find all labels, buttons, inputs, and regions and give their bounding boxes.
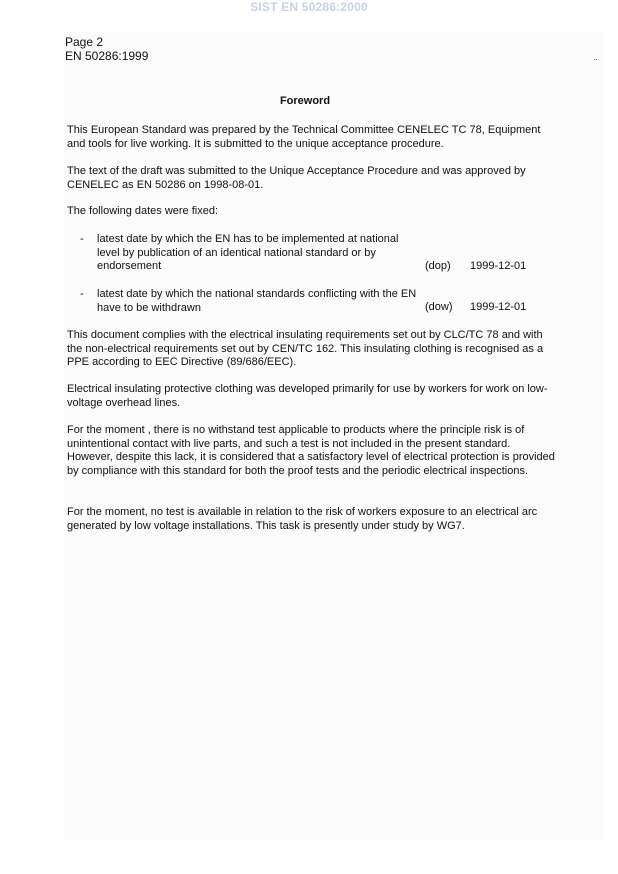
paragraph-1: This European Standard was prepared by the Technical Committee CENELEC TC 78, Equipment and tools for live working. It is submitted to the unique acceptance procedure. (67, 124, 541, 150)
date-value: 1999-12-01 (470, 260, 527, 272)
document-id: EN 50286:1999 (65, 49, 149, 63)
page-number: Page 2 (65, 35, 104, 49)
section-title: Foreword (279, 95, 331, 107)
date-code: (dop) (425, 260, 451, 272)
corner-mark: ¨ (594, 58, 598, 69)
bullet: - (80, 233, 84, 245)
paragraph-5: Electrical insulating protective clothing was developed primarily for use by workers for work on low-voltage overhead lines. (67, 383, 548, 409)
paragraph-2: The text of the draft was submitted to the Unique Acceptance Procedure and was approved by CENELEC as EN 50286 on 1998-08-01. (67, 165, 526, 191)
page-header (65, 35, 148, 63)
date-description: latest date by which the national standards conflicting with the EN have to be withdrawn (97, 288, 417, 314)
date-code: (dow) (425, 301, 453, 313)
watermark: SIST EN 50286:2000 (250, 0, 368, 14)
date-description: latest date by which the EN has to be implemented at national level by publication of an identical national standard or by endorsement (97, 233, 399, 273)
paragraph-6: For the moment , there is no withstand test applicable to products where the principle risk is of unintentional contact with live parts, and such a test is not included in the present standard. However, despite this lack, it is considered that a satisfactory level of electrical protection is provided by compliance with this standard for both the proof tests and the periodic electrical inspections. (67, 424, 555, 477)
paragraph-7: For the moment, no test is available in relation to the risk of workers exposure to an electrical arc generated by low voltage installations. This task is presently under study by WG7. (67, 506, 538, 532)
paragraph-3: The following dates were fixed: (67, 205, 219, 217)
date-value: 1999-12-01 (470, 301, 527, 313)
bullet: - (80, 288, 84, 300)
paragraph-4: This document complies with the electrical insulating requirements set out by CLC/TC 78 and with the non-electrical requirements set out by CEN/TC 162. This insulating clothing is recognised as a PPE according to EEC Directive (89/686/EEC). (67, 329, 544, 369)
